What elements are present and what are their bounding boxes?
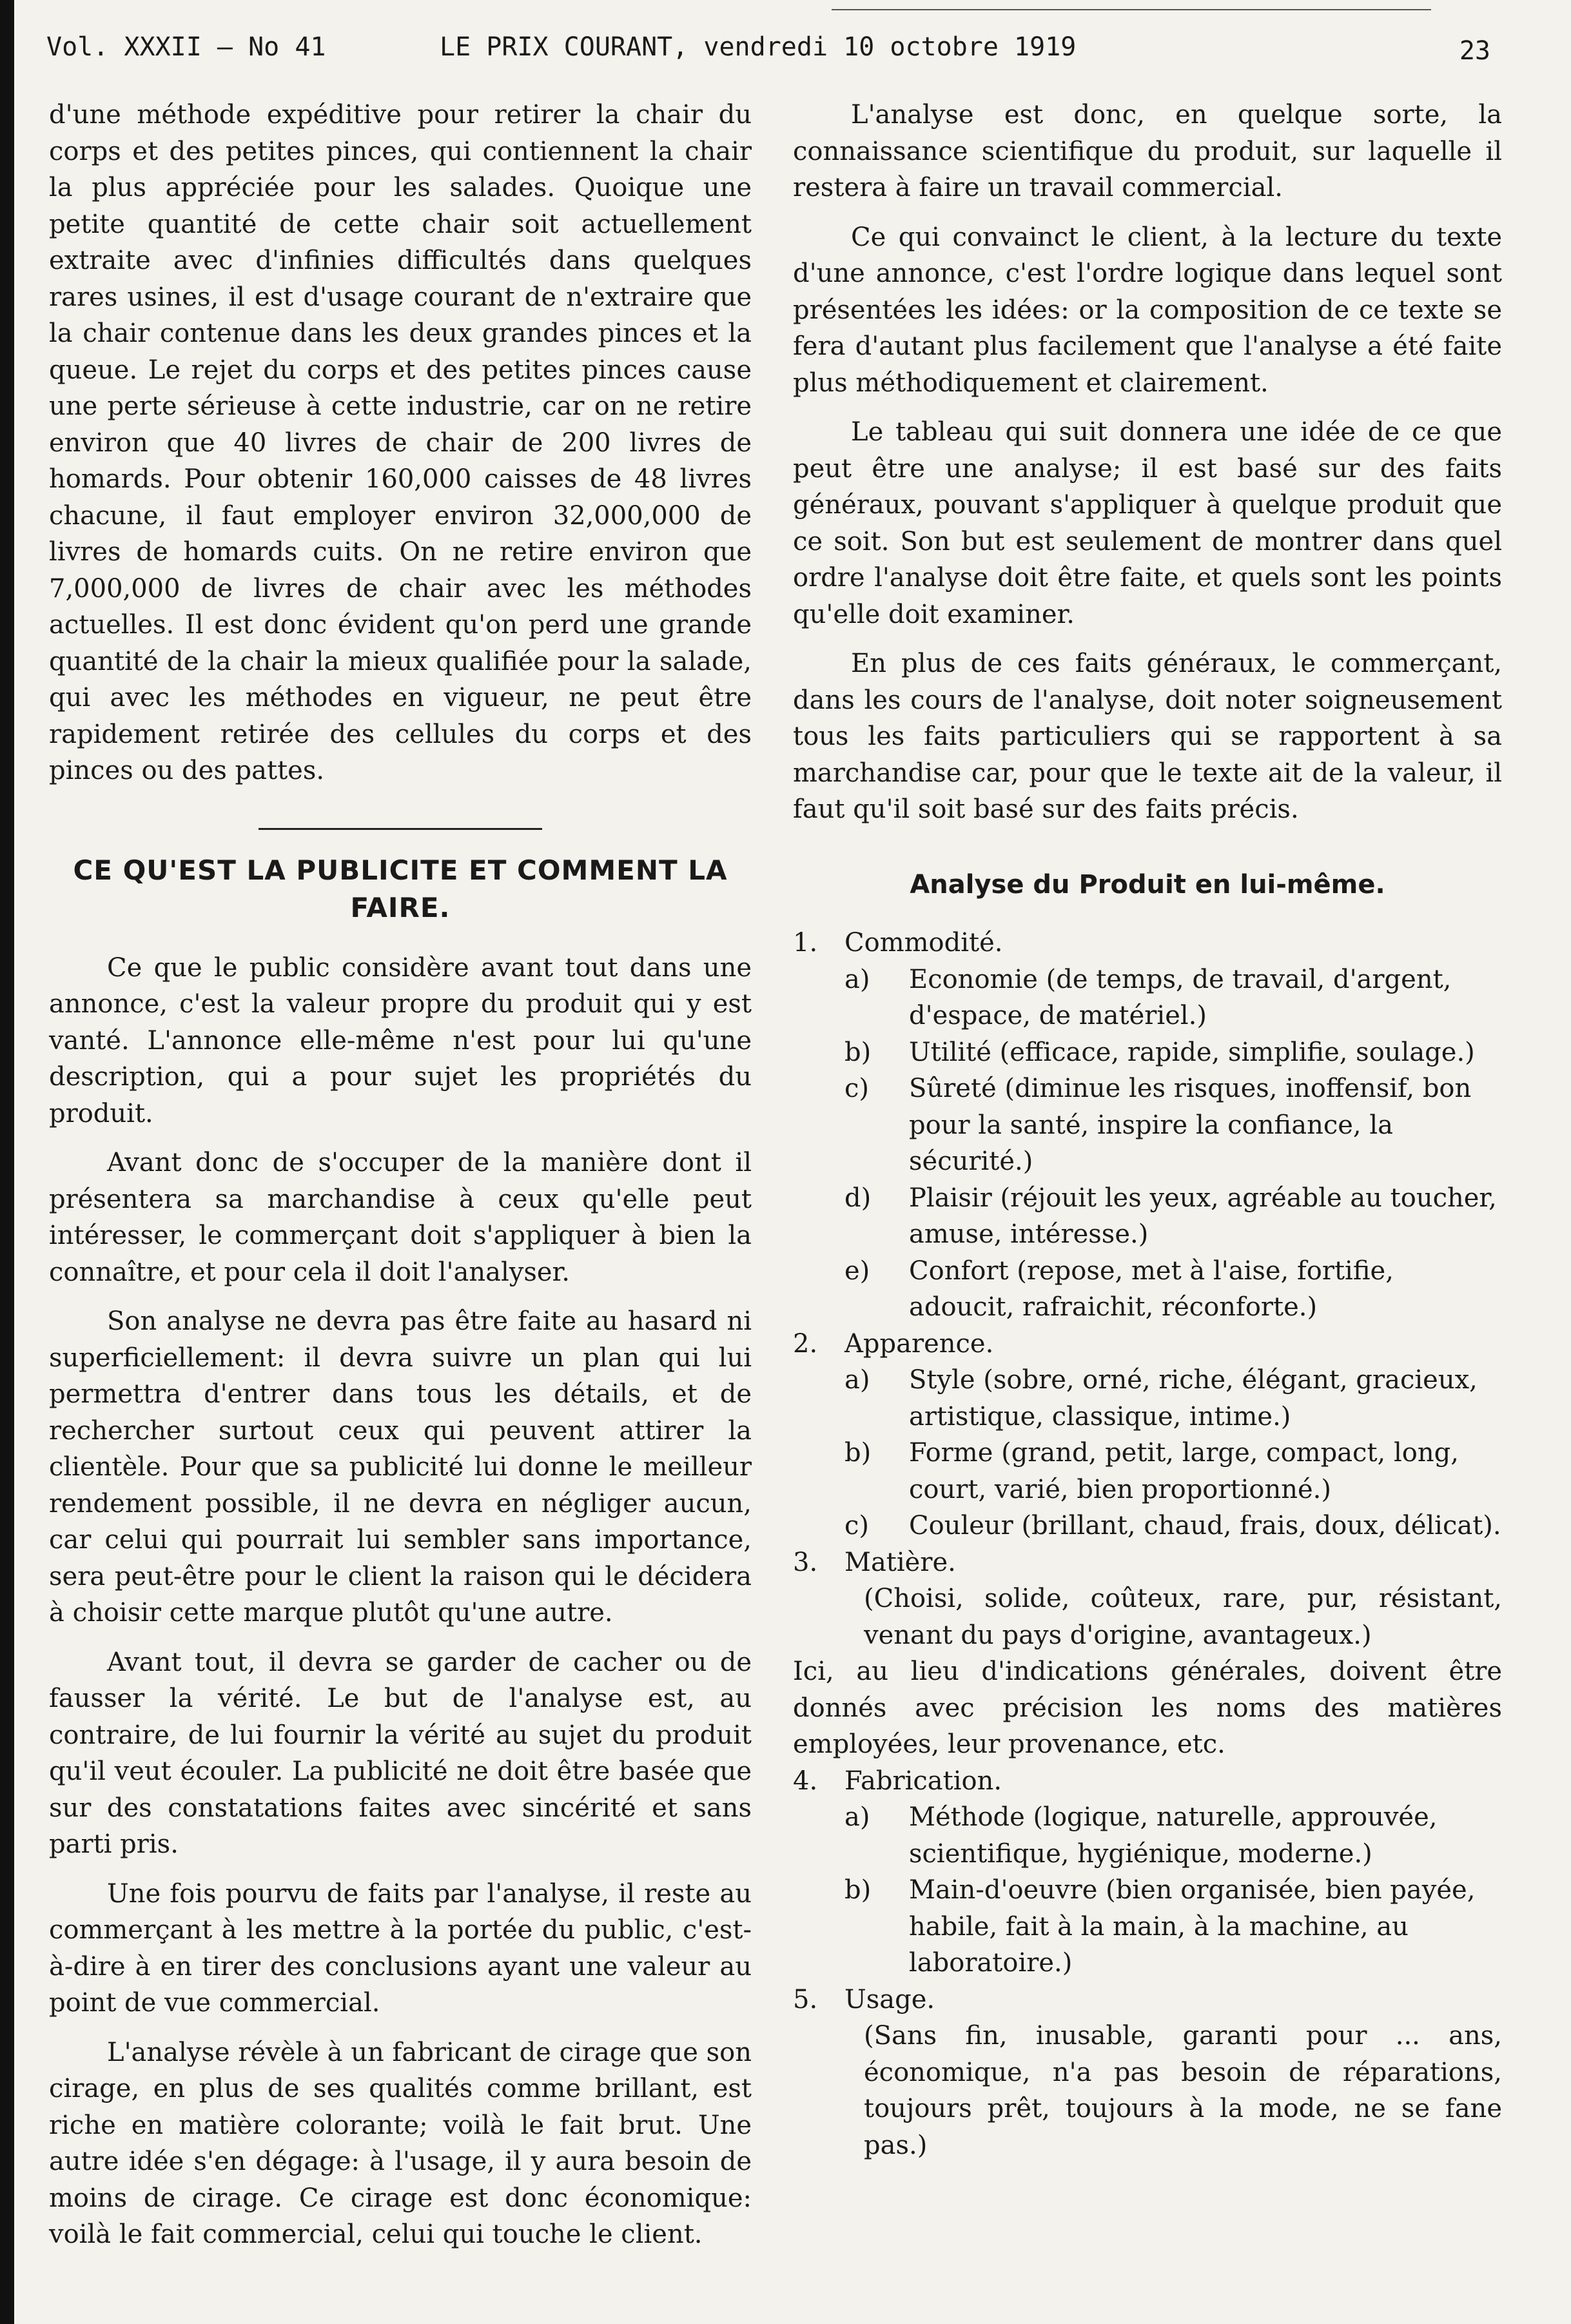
subitem-letter: a): [844, 1365, 870, 1395]
article-paragraph: Ce qui convainct le client, à la lecture du texte d'une annonce, c'est l'ordre logique dans lequel sont présentées les idées: or la composition de ce texte se fera d'autant plus facilement que l'analyse a été faite plus méthodiquement et clairement.: [793, 222, 1502, 398]
subitem-letter: c): [844, 1511, 870, 1541]
subitem-text: Méthode (logique, naturelle, approuvée, scientifique, hygiénique, moderne.): [909, 1802, 1438, 1869]
item-number: 3.: [793, 1547, 818, 1577]
continued-paragraph: d'une méthode expéditive pour retirer la chair du corps et des petites pinces, qui contiennent la chair la plus appréciée pour les salades. Quoique une petite quantité de cette chair soit actuellement extraite avec d'infinies difficultés dans quelques rares usines, il est d'usage courant de n'extraire que la chair contenue dans les deux grandes pinces et la queue. Le rejet du corps et des petites pinces cause une perte sérieuse à cette industrie, car on ne retire environ que 40 livres de chair de 200 livres de homards. Pour obtenir 160,000 caisses de 48 livres chacune, il faut employer environ 32,000,000 de livres de homards cuits. On ne retire environ que 7,000,000 de livres de chair avec les méthodes actuelles. Il est donc évident qu'on perd une grande quantité de la chair la mieux qualifiée pour la salade, qui avec les méthodes en vigueur, ne peut être rapidement retirée des cellules du corps et des pinces ou des pattes.: [49, 100, 752, 785]
subitem-text: Utilité (efficace, rapide, simplifie, soulage.): [909, 1037, 1475, 1067]
article-paragraph: L'analyse est donc, en quelque sorte, la connaissance scientifique du produit, sur laquelle il restera à faire un travail commercial.: [793, 100, 1502, 202]
analysis-subitem: [793, 961, 1502, 1034]
subitem-letter: d): [844, 1183, 872, 1213]
page-header: [46, 27, 1490, 79]
right-column: [793, 97, 1502, 2163]
analysis-subitem: [793, 1435, 1502, 1508]
item-label: Fabrication.: [844, 1766, 1002, 1796]
item-note: (Sans fin, inusable, garanti pour ... ans, économique, n'a pas besoin de réparations, toujours prêt, toujours à la mode, ne se fane pas.): [864, 2021, 1502, 2160]
article-paragraph: L'analyse révèle à un fabricant de cirage que son cirage, en plus de ses qualités comme brillant, est riche en matière colorante; voilà le fait brut. Une autre idée s'en dégage: à l'usage, il y aura besoin de moins de cirage. Ce cirage est donc économique: voilà le fait commercial, celui qui touche le client.: [49, 2037, 752, 2249]
article-paragraph: Le tableau qui suit donnera une idée de ce que peut être une analyse; il est basé sur des faits généraux, pouvant s'appliquer à quelque produit que ce soit. Son but est seulement de montrer dans quel ordre l'analyse doit être faite, et quels sont les points qu'elle doit examiner.: [793, 417, 1502, 629]
subitem-text: Main-d'oeuvre (bien organisée, bien payée, habile, fait à la main, à la machine, au laboratoire.): [909, 1875, 1476, 1978]
section-divider: [259, 828, 542, 830]
article-paragraph: En plus de ces faits généraux, le commerçant, dans les cours de l'analyse, doit noter soigneusement tous les faits particuliers qui se rapportent à sa marchandise car, pour que le texte ait de la valeur, il faut qu'il soit basé sur des faits précis.: [793, 649, 1502, 824]
item-number: 5.: [793, 1984, 818, 2014]
scan-edge: [0, 0, 14, 2324]
subitem-letter: a): [844, 964, 870, 994]
item-note: (Choisi, solide, coûteux, rare, pur, résistant, venant du pays d'origine, avantageux.): [864, 1584, 1502, 1650]
subitem-letter: c): [844, 1074, 870, 1103]
subitem-letter: b): [844, 1438, 872, 1468]
analysis-subitem: [793, 1508, 1502, 1544]
article-paragraph: Son analyse ne devra pas être faite au hasard ni superficiellement: il devra suivre un plan qui lui permettra d'entrer dans tous les détails, et de rechercher surtout ceux qui peuvent attirer la clientèle. Pour que sa publicité lui donne le meilleur rendement possible, il ne devra en négliger aucun, car celui qui pourrait lui sembler sans importance, sera peut-être pour le client la raison qui le décidera à choisir cette marque plutôt qu'une autre.: [49, 1306, 752, 1628]
section-title: CE QU'EST LA PUBLICITE ET COMMENT LA FAIRE.: [73, 854, 728, 923]
item-number: 2.: [793, 1328, 818, 1359]
subitem-letter: b): [844, 1037, 872, 1067]
article-paragraph: Avant donc de s'occuper de la manière dont il présentera sa marchandise à ceux qu'elle peut intéresser, le commerçant doit s'appliquer à bien la connaître, et pour cela il doit l'analyser.: [49, 1148, 752, 1287]
article-paragraph: Une fois pourvu de faits par l'analyse, il reste au commerçant à les mettre à la portée du public, c'est-à-dire à en tirer des conclusions ayant une valeur au point de vue commercial.: [49, 1878, 752, 2018]
analysis-list: [793, 925, 1502, 2163]
item-label: Apparence.: [844, 1328, 994, 1359]
left-column: [49, 97, 752, 2253]
analysis-subtitle: Analyse du Produit en lui-même.: [910, 869, 1385, 900]
subitem-text: Plaisir (réjouit les yeux, agréable au toucher, amuse, intéresse.): [909, 1183, 1497, 1249]
analysis-subitem: [793, 1253, 1502, 1326]
item-label: Usage.: [844, 1984, 935, 2014]
subitem-text: Sûreté (diminue les risques, inoffensif, bon pour la santé, inspire la confiance, la sécurité.): [909, 1074, 1472, 1176]
analysis-subitem: [793, 1070, 1502, 1180]
subitem-text: Forme (grand, petit, large, compact, long, court, varié, bien proportionné.): [909, 1438, 1459, 1504]
analysis-item: [793, 1544, 1502, 1581]
analysis-item: [793, 925, 1502, 961]
item-label: Commodité.: [844, 928, 1003, 958]
analysis-item: [793, 1982, 1502, 2018]
subitem-text: Style (sobre, orné, riche, élégant, gracieux, artistique, classique, intime.): [909, 1365, 1478, 1432]
article-paragraph: Ce que le public considère avant tout dans une annonce, c'est la valeur propre du produit qui y est vanté. L'annonce elle-même n'est pour lui qu'une description, qui a pour sujet les propriétés du produit.: [49, 952, 752, 1128]
item-paragraph: Ici, au lieu d'indications générales, doivent être donnés avec précision les noms des matières employées, leur provenance, etc.: [793, 1657, 1502, 1759]
item-number: 1.: [793, 928, 818, 958]
page-number: 23: [1459, 36, 1490, 66]
subitem-text: Confort (repose, met à l'aise, fortifie, adoucit, rafraichit, réconforte.): [909, 1256, 1394, 1322]
analysis-subitem: [793, 1362, 1502, 1435]
analysis-subitem: [793, 1799, 1502, 1872]
analysis-item: [793, 1763, 1502, 1800]
subitem-text: Couleur (brillant, chaud, frais, doux, délicat).: [909, 1511, 1501, 1541]
analysis-subitem: [793, 1180, 1502, 1253]
analysis-subitem: [793, 1034, 1502, 1071]
subitem-letter: a): [844, 1802, 870, 1832]
volume-number: Vol. XXXII — No 41: [46, 32, 326, 62]
subitem-letter: e): [844, 1256, 870, 1286]
subitem-text: Economie (de temps, de travail, d'argent, d'espace, de matériel.): [909, 964, 1452, 1030]
article-paragraph: Avant tout, il devra se garder de cacher ou de fausser la vérité. Le but de l'analyse est, au contraire, de lui fournir la vérité au sujet du produit qu'il veut écouler. La publicité ne doit être basée que sur des constatations faites avec sincérité et sans parti pris.: [49, 1647, 752, 1859]
item-label: Matière.: [844, 1547, 956, 1577]
newspaper-title-date: LE PRIX COURANT, vendredi 10 octobre 1919: [440, 32, 1077, 62]
item-number: 4.: [793, 1766, 818, 1796]
subitem-letter: b): [844, 1875, 872, 1905]
analysis-subitem: [793, 1872, 1502, 1982]
analysis-item: [793, 1326, 1502, 1363]
top-rule: [832, 9, 1431, 10]
